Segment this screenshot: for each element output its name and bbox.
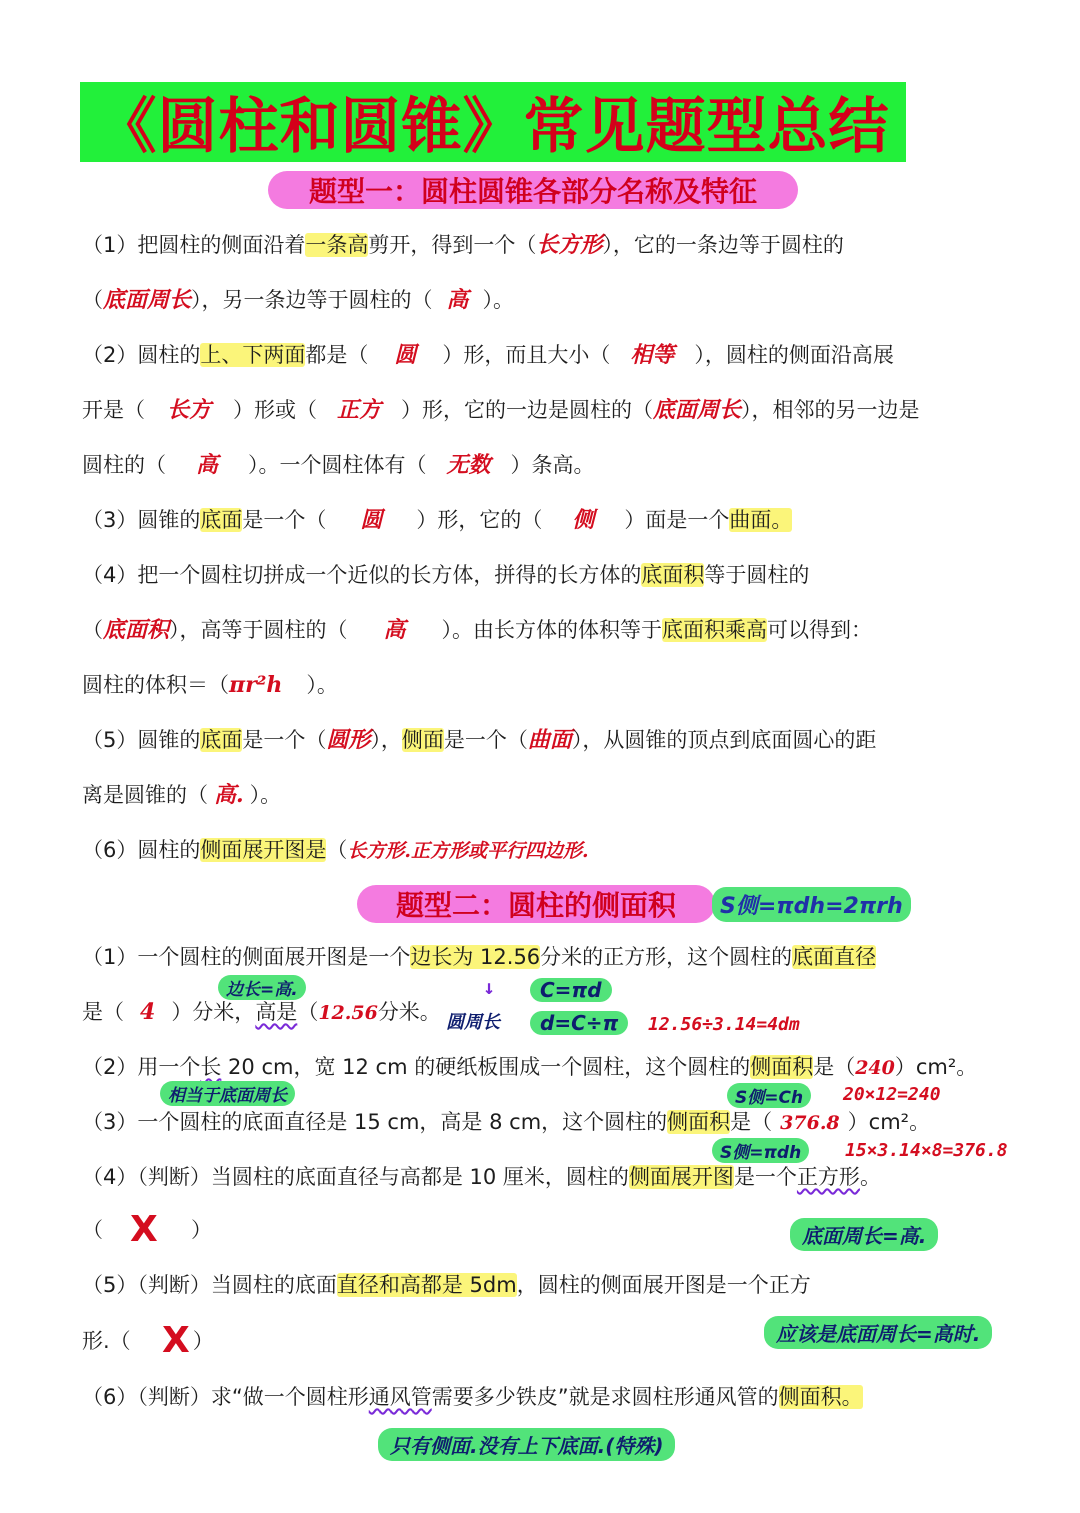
answer: 底面积 [103, 617, 170, 643]
answer: 圆 [360, 507, 383, 533]
note-calc2: 20×12=240 [843, 1084, 941, 1105]
s1-q2-line2: 开是（ 长方 ）形或（ 正方 ）形，它的一边是圆柱的（底面周长），相邻的另一边是 [82, 397, 920, 423]
highlight: 底面积 [641, 563, 705, 587]
answer: 底面周长 [653, 397, 742, 423]
highlight: 底面 [200, 508, 243, 532]
s1-q4-line1: （4）把一个圆柱切拼成一个近似的长方体，拼得的长方体的底面积等于圆柱的 [82, 563, 810, 587]
highlight: 侧面积。 [778, 1385, 863, 1409]
highlight: 侧面积 [667, 1110, 731, 1134]
answer: 无数 [446, 452, 491, 478]
highlight: 底面积乘高 [662, 618, 768, 642]
s1-q4-line2: （底面积），高等于圆柱的（ 高 ）。由长方体的体积等于底面积乘高可以得到： [82, 617, 873, 643]
section2-title: 题型二：圆柱的侧面积 [395, 889, 676, 922]
wavy-underline: 高是 [255, 1000, 298, 1024]
s2-q1-line2: 是（ 4 ）分米，高是（12.56分米。 [82, 999, 441, 1025]
answer: 曲面 [527, 727, 572, 753]
wavy-underline: 通风管 [368, 1385, 432, 1409]
highlight: 侧面 [401, 728, 444, 752]
answer: 圆 [394, 342, 417, 368]
highlight: 侧面展开图是 [200, 838, 327, 862]
formula-note: S侧=πdh=2πrh [712, 887, 911, 922]
answer: 长方 [167, 397, 212, 423]
answer: 高 [383, 617, 406, 643]
highlight: 底面直径 [792, 945, 877, 969]
s2-q4-line2: （ ） [82, 1218, 212, 1242]
s2-q2-line: （2）用一个长 20 cm，宽 12 cm 的硬纸板围成一个圆柱，这个圆柱的侧面积是（240）cm²。 [82, 1055, 978, 1079]
answer: πr²h [229, 672, 283, 698]
highlight: 上、下两面 [200, 343, 306, 367]
s2-q5-line1: （5）（判断）当圆柱的底面直径和高都是 5dm，圆柱的侧面展开图是一个正方 [82, 1273, 811, 1297]
s1-q4-line3: 圆柱的体积＝（πr²h ）。 [82, 672, 338, 698]
note-c-formula: C=πd [530, 978, 612, 1002]
answer: 底面周长 [103, 287, 192, 313]
answer: 高 [446, 287, 469, 313]
note-should-be: 应该是底面周长=高时. [764, 1316, 992, 1349]
answer: 侧 [572, 507, 595, 533]
answer: 长方形.正方形或平行四边形. [347, 840, 589, 862]
answer: 正方 [337, 397, 382, 423]
highlight: 侧面积 [750, 1055, 814, 1079]
note-circumference-equals-height: 底面周长=高. [790, 1218, 938, 1251]
note-calc3: 15×3.14×8=376.8 [845, 1140, 1008, 1161]
s2-q6-line: （6）（判断）求“做一个圆柱形通风管需要多少铁皮”就是求圆柱形通风管的侧面积。 [82, 1385, 863, 1409]
wavy-underline: 长 [200, 1055, 222, 1079]
page-title: 《圆柱和圆锥》常见题型总结 [96, 92, 890, 162]
answer: 240 [855, 1057, 895, 1079]
answer-cross-mark: X [130, 1209, 158, 1250]
answer: 相等 [630, 342, 675, 368]
s1-q1-line1: （1）把圆柱的侧面沿着一条高剪开，得到一个（长方形），它的一条边等于圆柱的 [82, 232, 844, 258]
highlight: 底面 [200, 728, 243, 752]
answer: 高. [214, 782, 244, 808]
note-d-formula: d=C÷π [530, 1011, 628, 1035]
s1-q5-line1: （5）圆锥的底面是一个（圆形），侧面是一个（曲面），从圆锥的顶点到底面圆心的距 [82, 727, 877, 753]
answer: 12.56 [318, 1002, 378, 1024]
title-banner [80, 82, 906, 162]
s1-q2-line3: 圆柱的（ 高 ）。一个圆柱体有（ 无数 ）条高。 [82, 452, 595, 478]
highlight: 一条高 [305, 233, 369, 257]
highlight: 直径和高都是 5dm [336, 1273, 517, 1297]
wavy-underline: 正方形 [796, 1165, 860, 1189]
note-s-pidh: S侧=πdh [712, 1138, 809, 1163]
s1-q5-line2: 离是圆锥的（ 高. ）。 [82, 782, 282, 808]
s1-q2-line1: （2）圆柱的上、下两面都是（ 圆 ）形，而且大小（ 相等 ），圆柱的侧面沿高展 [82, 342, 894, 368]
s2-q5-line2: 形.（ ） [82, 1329, 214, 1353]
section1-header [268, 171, 798, 209]
s1-q3-line: （3）圆锥的底面是一个（ 圆 ）形，它的（ 侧 ）面是一个曲面。 [82, 507, 793, 533]
note-only-lateral: 只有侧面.没有上下底面.(特殊) [378, 1428, 675, 1461]
answer-cross-mark: X [162, 1320, 190, 1361]
note-calc1: 12.56÷3.14=4dm [648, 1014, 800, 1035]
s1-q1-line2: （底面周长），另一条边等于圆柱的（ 高 ）。 [82, 287, 515, 313]
section2-header [357, 885, 715, 923]
s2-q4-line1: （4）（判断）当圆柱的底面直径与高都是 10 厘米，圆柱的侧面展开图是一个正方形。 [82, 1165, 881, 1189]
highlight: 边长为 12.56 [410, 945, 541, 969]
answer: 376.8 [780, 1112, 840, 1134]
section1-title: 题型一：圆柱圆锥各部分名称及特征 [308, 175, 757, 208]
note-equivalent: 相当于底面周长 [160, 1081, 295, 1106]
answer: 高 [196, 452, 219, 478]
arrow-down-icon: ↓ [483, 975, 496, 999]
note-circumference: 圆周长 [446, 1012, 500, 1033]
note-side-equals-height: 边长=高. [218, 975, 306, 1000]
answer: 圆形 [326, 727, 371, 753]
highlight: 侧面展开图 [628, 1165, 734, 1189]
s1-q6-line: （6）圆柱的侧面展开图是（长方形.正方形或平行四边形. [82, 838, 589, 862]
s2-q1-line1: （1）一个圆柱的侧面展开图是一个边长为 12.56分米的正方形，这个圆柱的底面直径 [82, 945, 877, 969]
answer: 4 [140, 999, 156, 1025]
s2-q3-line: （3）一个圆柱的底面直径是 15 cm，高是 8 cm，这个圆柱的侧面积是（ 376.8 ）cm²。 [82, 1110, 931, 1134]
highlight: 曲面。 [729, 508, 793, 532]
note-s-ch: S侧=Ch [727, 1083, 811, 1108]
answer: 长方形 [536, 232, 603, 258]
